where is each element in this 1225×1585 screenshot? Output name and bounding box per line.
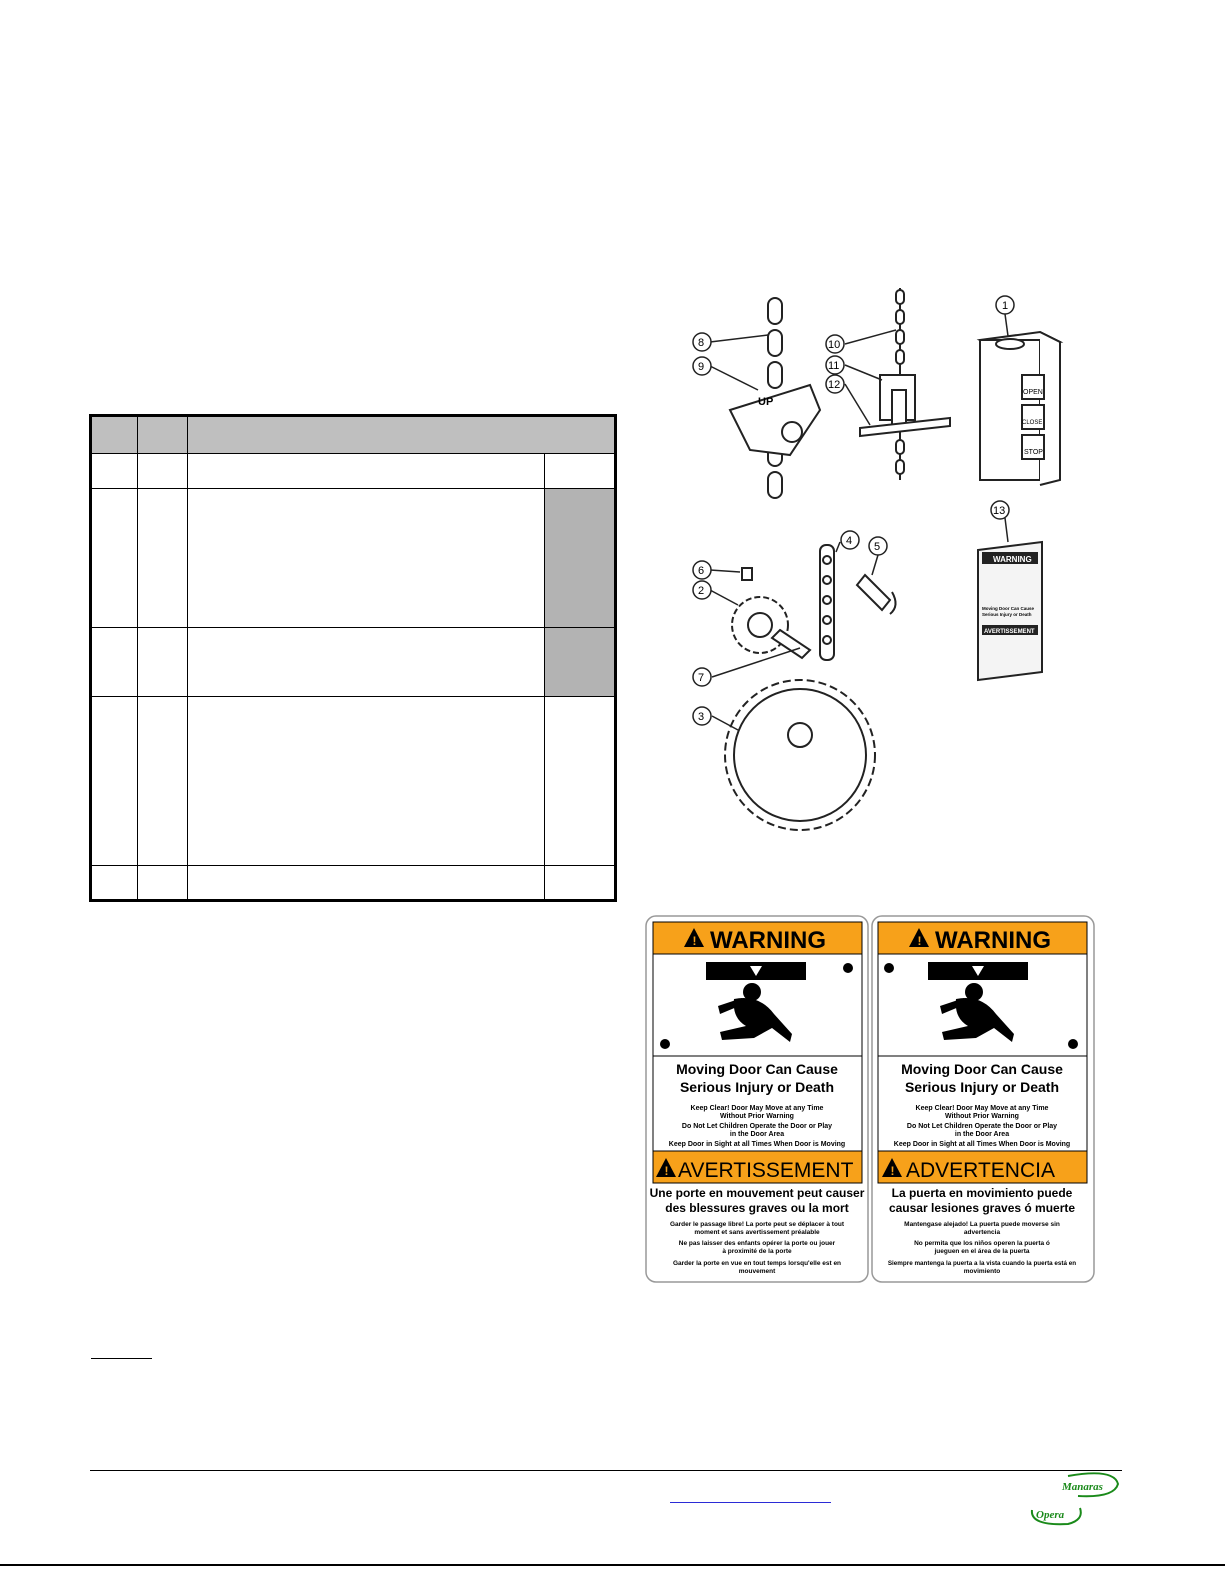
table-cell <box>544 454 614 488</box>
warning-sign-drawing <box>978 542 1042 680</box>
label-warning-title: WARNING <box>710 927 826 954</box>
table-cell <box>187 454 544 488</box>
es-line6: movimiento <box>963 1268 1001 1275</box>
large-sprocket-drawing <box>725 680 875 830</box>
table-row <box>92 627 614 696</box>
es-line4: jueguen en el área de la puerta <box>934 1248 1030 1255</box>
sign-caption-line2: Serious Injury or Death <box>982 612 1032 617</box>
table-cell <box>187 628 544 696</box>
fr-line5: Garder la porte en vue en tout temps lorsqu'elle est en <box>672 1260 842 1267</box>
table-cell <box>137 489 187 627</box>
hazard-title-line1-2: Moving Door Can Cause <box>901 1061 1063 1077</box>
en-line1-2: Keep Clear! Door May Move at any Time <box>915 1105 1049 1112</box>
es-line5: Siempre mantenga la puerta a la vista cuando la puerta está en <box>887 1260 1077 1267</box>
hazard-title-line2-2: Serious Injury or Death <box>904 1079 1060 1095</box>
es-line1: Mantengase alejado! La puerta puede moverse sin <box>904 1221 1060 1228</box>
table-row <box>92 453 614 488</box>
table-cell <box>137 697 187 865</box>
label-warning-title-2: WARNING <box>935 927 1051 954</box>
callout-13: 13 <box>993 505 1006 517</box>
table-cell <box>92 489 137 627</box>
callout-1: 1 <box>1002 300 1009 312</box>
table-cell <box>92 697 137 865</box>
hoist-tag: UP <box>758 396 774 408</box>
logo-text-opera: Opera <box>1036 1509 1065 1521</box>
en-line2-2: Without Prior Warning <box>945 1113 1019 1120</box>
warning-label-english-spanish <box>872 916 1094 1282</box>
pull-chain-drawing <box>860 288 950 480</box>
fr-title-line2: des blessures graves ou la mort <box>665 1201 849 1215</box>
table-row <box>92 696 614 865</box>
table-cell <box>92 866 137 899</box>
svg-text:!: ! <box>692 934 697 948</box>
callouts <box>693 296 1014 730</box>
parts-illustration <box>660 280 1080 840</box>
es-line3: No permita que los niños operen la puerta ó <box>914 1240 1050 1247</box>
en-line5: Keep Door in Sight at all Times When Door is Moving <box>668 1141 846 1148</box>
hazard-title-line2: Serious Injury or Death <box>679 1079 835 1095</box>
svg-text:!: ! <box>890 1164 895 1178</box>
table-cell <box>544 697 614 865</box>
callout-9: 9 <box>698 361 705 373</box>
footer-rule <box>90 1470 1122 1471</box>
en-line5-2: Keep Door in Sight at all Times When Door is Moving <box>893 1141 1071 1148</box>
en-line2: Without Prior Warning <box>720 1113 794 1120</box>
push-button-station-drawing <box>980 332 1060 485</box>
label-advertencia: ADVERTENCIA <box>906 1159 1055 1182</box>
es-title-line2: causar lesiones graves ó muerte <box>888 1201 1076 1215</box>
en-line4-2: in the Door Area <box>954 1131 1010 1138</box>
page-bottom-rule <box>0 1564 1225 1566</box>
footer-link-underline[interactable] <box>670 1502 831 1503</box>
en-line4: in the Door Area <box>729 1131 785 1138</box>
stop-button-label: STOP <box>1024 449 1043 456</box>
table-cell <box>187 489 544 627</box>
callout-7: 7 <box>698 672 705 684</box>
fr-line1: Garder le passage libre! La porte peut se déplacer à tout <box>669 1221 845 1228</box>
table-header-row <box>92 417 614 453</box>
table-cell <box>92 628 137 696</box>
small-sprocket-drawing <box>732 568 810 658</box>
table-cell <box>137 628 187 696</box>
open-button-label: OPEN <box>1023 389 1043 396</box>
table-cell <box>92 454 137 488</box>
table-cell-shaded <box>544 489 614 627</box>
callout-11: 11 <box>828 360 840 372</box>
callout-3: 3 <box>698 711 705 723</box>
es-title-line1: La puerta en movimiento puede <box>891 1186 1073 1200</box>
parts-table <box>89 414 617 902</box>
warning-labels <box>644 914 1096 1286</box>
en-line1: Keep Clear! Door May Move at any Time <box>690 1105 824 1112</box>
callout-8: 8 <box>698 337 705 349</box>
sign-header: WARNING <box>993 555 1032 564</box>
callout-5: 5 <box>874 541 881 553</box>
footnote-rule <box>91 1358 152 1359</box>
header-cell <box>137 417 187 453</box>
en-line3-2: Do Not Let Children Operate the Door or Play <box>906 1123 1058 1130</box>
svg-text:!: ! <box>664 1164 669 1178</box>
table-cell <box>137 866 187 899</box>
fr-line3: Ne pas laisser des enfants opérer la porte ou jouer <box>678 1240 836 1247</box>
fr-line2: moment et sans avertissement préalable <box>694 1229 820 1236</box>
table-cell <box>544 866 614 899</box>
table-row <box>92 488 614 627</box>
fr-line6: mouvement <box>738 1268 776 1275</box>
callout-10: 10 <box>828 339 841 351</box>
table-cell <box>187 866 544 899</box>
sign-footer: AVERTISSEMENT <box>984 629 1035 635</box>
callout-2: 2 <box>698 585 705 597</box>
callout-4: 4 <box>846 535 853 547</box>
hand-chain-drawing <box>730 298 820 498</box>
sign-caption-line1: Moving Door Can Cause <box>982 606 1035 611</box>
warning-label-english-french <box>646 916 868 1282</box>
fr-line4: à proximité de la porte <box>722 1248 792 1255</box>
manaras-opera-logo <box>1028 1470 1124 1530</box>
callout-6: 6 <box>698 565 705 577</box>
fr-title-line1: Une porte en mouvement peut causer <box>649 1186 865 1200</box>
en-line3: Do Not Let Children Operate the Door or Play <box>681 1123 833 1130</box>
label-avertissement: AVERTISSEMENT <box>678 1159 854 1182</box>
table-cell-shaded <box>544 628 614 696</box>
roller-chain-drawing <box>820 545 896 660</box>
table-row <box>92 865 614 899</box>
header-cell <box>187 417 614 453</box>
table-cell <box>187 697 544 865</box>
es-line2: advertencia <box>963 1229 1001 1236</box>
hazard-title-line1: Moving Door Can Cause <box>676 1061 838 1077</box>
table-cell <box>137 454 187 488</box>
logo-text-manaras: Manaras <box>1062 1481 1103 1493</box>
header-cell <box>92 417 137 453</box>
close-button-label: CLOSE <box>1022 420 1043 426</box>
svg-text:!: ! <box>917 934 922 948</box>
callout-12: 12 <box>828 379 841 391</box>
